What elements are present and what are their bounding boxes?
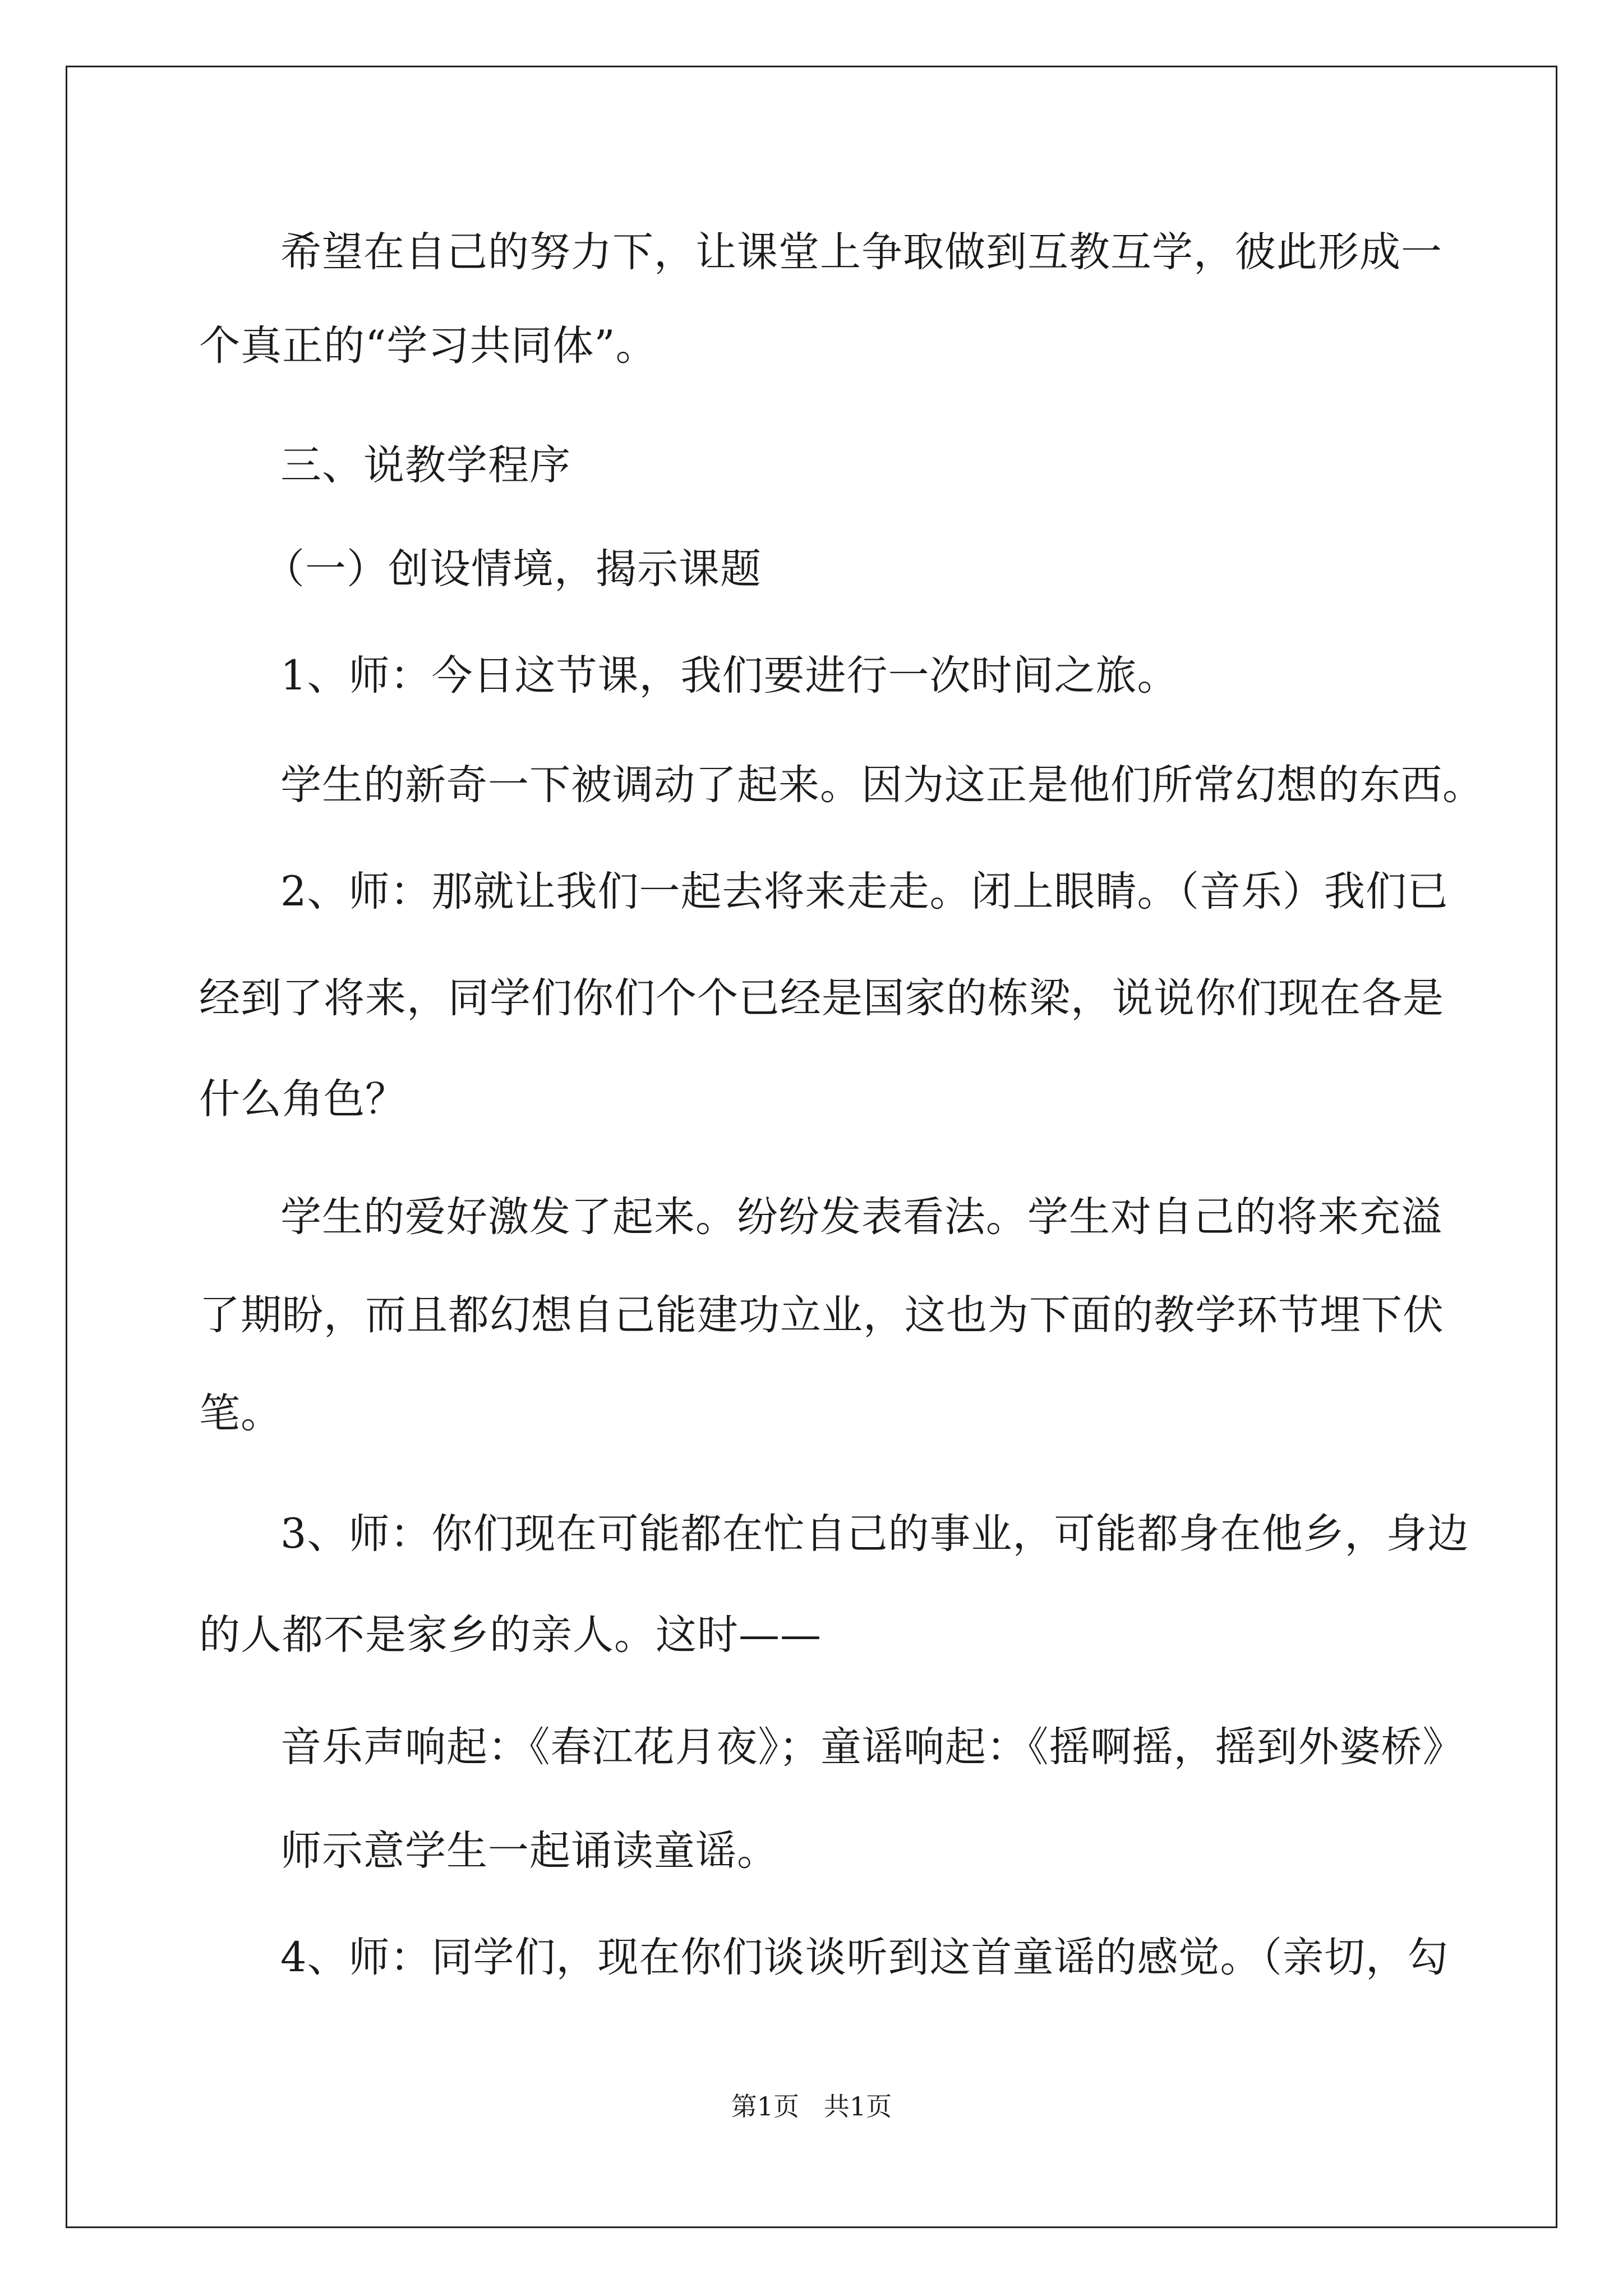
paragraph-line: 学生的爱好激发了起来。纷纷发表看法。学生对自己的将来充溢 — [280, 1193, 1442, 1241]
paragraph-line: 4、师：同学们，现在你们谈谈听到这首童谣的感觉。（亲切，勾 — [280, 1934, 1449, 1981]
paragraph-line: 音乐声响起：《春江花月夜》；童谣响起：《摇啊摇，摇到外婆桥》 — [280, 1723, 1464, 1771]
paragraph-line: 学生的新奇一下被调动了起来。因为这正是他们所常幻想的东西。 — [280, 761, 1484, 809]
section-heading: 三、说教学程序 — [280, 441, 571, 489]
paragraph-line: 1、师：今日这节课，我们要进行一次时间之旅。 — [280, 652, 1179, 700]
page-border — [66, 66, 1557, 2228]
paragraph-line: 个真正的“学习共同体”。 — [199, 322, 657, 370]
paragraph-line: 师示意学生一起诵读童谣。 — [280, 1827, 778, 1875]
paragraph-line: 希望在自己的努力下，让课堂上争取做到互教互学，彼此形成一 — [280, 228, 1442, 276]
paragraph-line: 什么角色？ — [199, 1075, 407, 1123]
paragraph-line: 经到了将来，同学们你们个个已经是国家的栋梁，说说你们现在各是 — [199, 974, 1444, 1022]
paragraph-line: 笔。 — [199, 1389, 282, 1437]
paragraph-line: 2、师：那就让我们一起去将来走走。闭上眼睛。（音乐）我们已 — [280, 868, 1449, 915]
paragraph-line: 3、师：你们现在可能都在忙自己的事业，可能都身在他乡，身边 — [280, 1510, 1469, 1558]
paragraph-line: 的人都不是家乡的亲人。这时—— — [199, 1611, 822, 1659]
subsection-heading: （一）创设情境，揭示课题 — [264, 545, 762, 593]
paragraph-line: 了期盼，而且都幻想自己能建功立业，这也为下面的教学环节埋下伏 — [199, 1291, 1444, 1339]
page-number-footer: 第1页 共1页 — [731, 2091, 892, 2122]
